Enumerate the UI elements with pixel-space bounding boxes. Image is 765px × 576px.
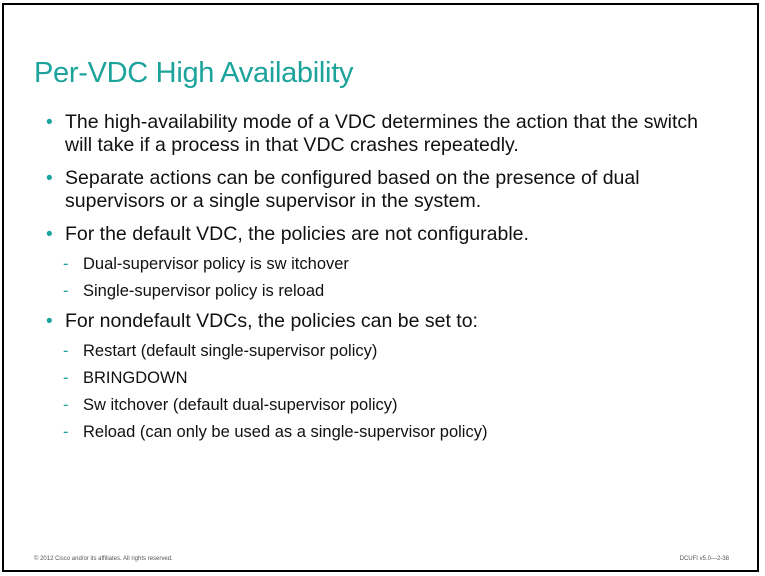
sub-bullet-item <box>46 395 726 415</box>
dash-icon: - <box>63 342 69 360</box>
dash-icon: - <box>63 369 69 387</box>
dash-icon: - <box>63 396 69 414</box>
bullet-text: For the default VDC, the policies are not configurable. <box>65 223 529 245</box>
sub-bullet-item <box>46 281 726 301</box>
bullet-dot-icon: • <box>46 311 53 332</box>
sub-bullet-item <box>46 341 726 361</box>
footer-course-code: DCUFI v5.0—2-38 <box>679 556 729 562</box>
slide-title: Per-VDC High Availability <box>34 57 354 89</box>
bullet-item <box>46 310 726 333</box>
bullet-item <box>46 111 726 157</box>
sub-bullet-item <box>46 368 726 388</box>
sub-bullet-text: Dual-supervisor policy is sw itchover <box>83 255 349 273</box>
sub-bullet-text: Reload (can only be used as a single-supervisor policy) <box>83 423 488 441</box>
footer-copyright: © 2012 Cisco and/or its affiliates. All rights reserved. <box>34 556 173 562</box>
sub-bullet-item <box>46 422 726 442</box>
bullet-text: For nondefault VDCs, the policies can be set to: <box>65 310 478 332</box>
bullet-dot-icon: • <box>46 168 53 189</box>
bullet-item <box>46 223 726 246</box>
sub-bullet-text: BRINGDOWN <box>83 369 188 387</box>
sub-bullet-text: Single-supervisor policy is reload <box>83 282 325 300</box>
dash-icon: - <box>63 255 69 273</box>
sub-bullet-text: Restart (default single-supervisor policy) <box>83 342 378 360</box>
dash-icon: - <box>63 423 69 441</box>
bullet-text: The high-availability mode of a VDC determines the action that the switch will take if a process in that VDC crashes repeatedly. <box>65 111 698 156</box>
slide-content <box>46 111 726 451</box>
bullet-item <box>46 167 726 213</box>
sub-bullet-text: Sw itchover (default dual-supervisor policy) <box>83 396 398 414</box>
bullet-dot-icon: • <box>46 224 53 245</box>
sub-bullet-item <box>46 254 726 274</box>
bullet-text: Separate actions can be configured based on the presence of dual supervisors or a single supervisor in the system. <box>65 167 640 212</box>
bullet-dot-icon: • <box>46 112 53 133</box>
dash-icon: - <box>63 282 69 300</box>
